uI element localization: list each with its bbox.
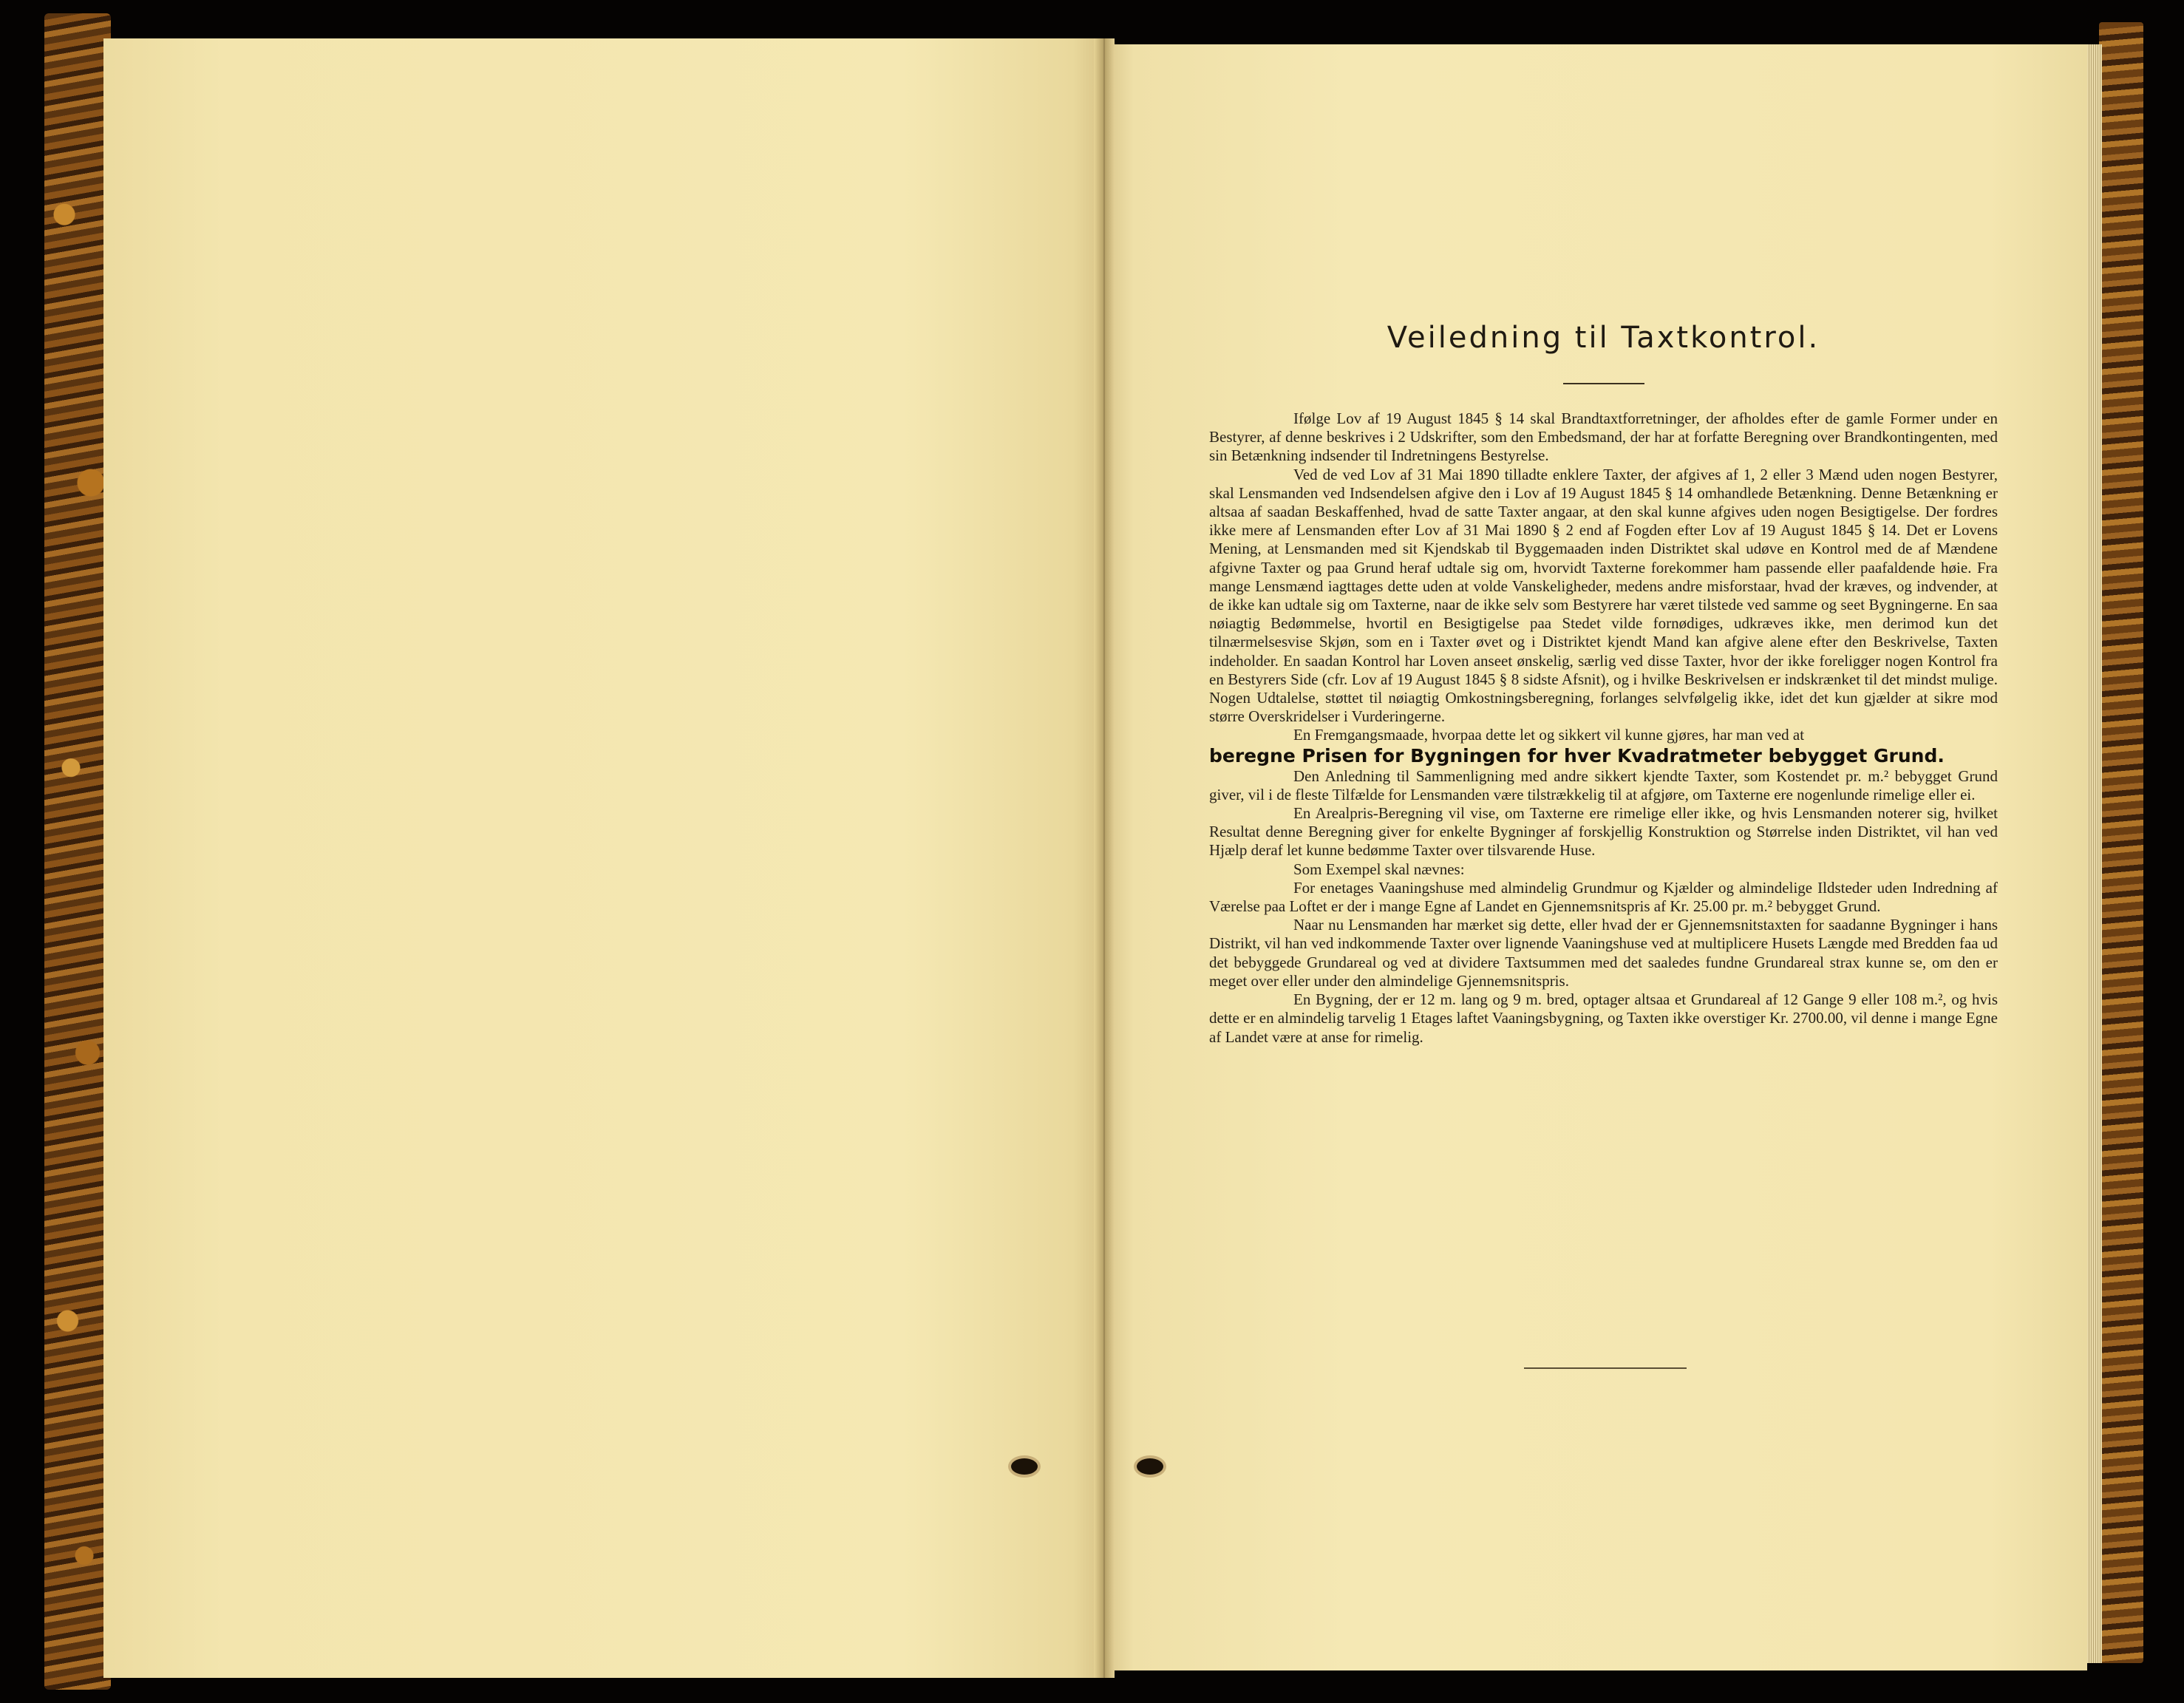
paragraph-7: For enetages Vaaningshuse med almindelig Grundmur og Kjælder og almindelige Ildsteder uden Indredning af Værelse paa Loftet er der i mange Egne af Landet en Gjennemsnitspris af Kr. 25.00 pr. m.² bebygget Grund. — [1209, 878, 1998, 916]
title-rule — [1563, 383, 1644, 384]
paragraph-5: En Arealpris-Beregning vil vise, om Taxterne ere rimelige eller ikke, og hvis Lensmanden noterer sig, hvilket Resultat denne Beregning giver for enkelte Bygninger af forskjellig Konstruktion og Størrelse inden Distriktet, vil han ved Hjælp deraf let kunne bedømme Taxter over tilsvarende Huse. — [1209, 804, 1998, 860]
paragraph-4: Den Anledning til Sammenligning med andre sikkert kjendte Taxter, som Kostendet pr. m.² bebygget Grund giver, vil i de fleste Tilfælde for Lensmanden være tilstrækkelig til at afgjøre, om Taxterne ere nogenlunde rimelige eller ei. — [1209, 766, 1998, 803]
closing-rule — [1524, 1367, 1687, 1369]
paragraph-9: En Bygning, der er 12 m. lang og 9 m. bred, optager altsaa et Grundareal af 12 Gange 9 eller 108 m.², og hvis dette er en almindelig tarvelig 1 Etages laftet Vaaningsbygning, og Taxten ikke overstiger Kr. 2700.00, vil denne i mange Egne af Landet være at anse for rimelig. — [1209, 990, 1998, 1046]
marbled-cover-right — [2099, 22, 2143, 1663]
binding-hole-left — [1011, 1458, 1038, 1475]
binding-hole-right — [1137, 1458, 1163, 1475]
paragraph-2: Ved de ved Lov af 31 Mai 1890 tilladte enklere Taxter, der afgives af 1, 2 eller 3 Mænd uden nogen Bestyrer, skal Lensmanden ved Indsendelsen afgive den i Lov af 19 August 1845 § 14 omhandlede Betænkning. Denne Betænkning er altsaa af saadan Beskaffenhed, hvad de satte Taxter angaar, at den skal kunne afgives uden nogen Besigtigelse. Der fordres ikke mere af Lensmanden efter Lov af 31 Mai 1890 § 2 end af Fogden efter Lov af 19 August 1845 § 14. Det er Lovens Mening, at Lensmanden med sit Kjendskab til Byggemaaden inden Distriktet skal udøve en Kontrol med de af Mændene afgivne Taxter og paa Grund heraf udtale sig om, hvorvidt Taxterne forekommer ham passende eller paafaldende høie. Fra mange Lensmænd iagttages dette uden at volde Vanskeligheder, medens andre misforstaar, hvad der kræves, og indvender, at de ikke kan udtale sig om Taxterne, naar de ikke selv som Bestyrere har været tilstede ved samme og seet Bygningerne. En saa nøiagtig Bedømmelse, hvortil en Besigtigelse paa Stedet vilde fornødiges, udkræves ikke, men derimod kun det tilnærmelsesvise Skjøn, som en i Taxter øvet og i Distriktet kjendt Mand kan afgive alene efter den Beskrivelse, Taxten indeholder. En saadan Kontrol har Loven anseet ønskelig, særlig ved disse Taxter, hvor der ikke foreligger nogen Kontrol fra en Bestyrers Side (cfr. Lov af 19 August 1845 § 8 sidste Afsnit), og i hvilke Beskrivelsen er indskrænket til det mindst mulige. Nogen Udtalelse, støttet til nøiagtig Omkostningsberegning, forlanges selvfølgelig ikke, idet det kun gjælder at sikre mod større Overskridelser i Vurderingerne. — [1209, 465, 1998, 726]
book-gutter — [1094, 38, 1115, 1678]
paragraph-1: Ifølge Lov af 19 August 1845 § 14 skal Brandtaxtforretninger, der afholdes efter de gamle Former under en Bestyrer, af denne beskrives i 2 Udskrifter, som den Embedsmand, der har at forfatte Beregning over Brandkontingenten, med sin Betænkning indsender til Indretningens Bestyrelse. — [1209, 409, 1998, 465]
paragraph-6: Som Exempel skal nævnes: — [1293, 860, 1465, 878]
paragraph-8: Naar nu Lensmanden har mærket sig dette, eller hvad der er Gjennemsnitstaxten for saadanne Bygninger i hans Distrikt, vil han ved indkommende Taxter over lignende Vaaningshuse ved at multiplicere Husets Længde med Bredden faa ud det bebyggede Grundareal og ved at dividere Taxtsummen med det saaledes fundne Grundareal strax kunne se, om den er meget over eller under den almindelige Gjennemsnitspris. — [1209, 916, 1998, 990]
emphasized-instruction: beregne Prisen for Bygningen for hver Kvadratmeter bebygget Grund. — [1209, 744, 1945, 766]
left-page — [103, 38, 1103, 1678]
paragraph-3: En Fremgangsmaade, hvorpaa dette let og sikkert vil kunne gjøres, har man ved at — [1293, 726, 1805, 744]
guidance-text — [1209, 310, 1998, 1047]
marbled-cover-left — [44, 13, 111, 1690]
page-title: Veiledning til Taxtkontrol. — [1387, 321, 1820, 355]
